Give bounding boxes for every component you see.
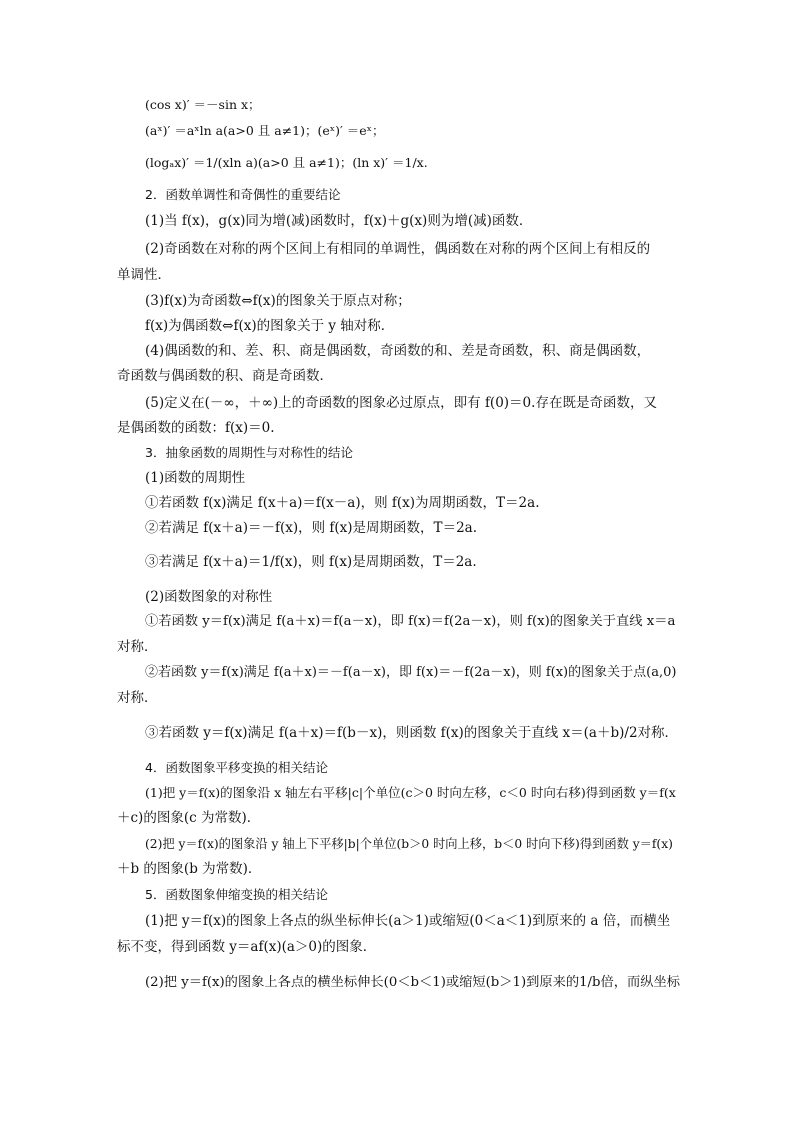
paragraph-line: (3)f(x)为奇函数⇔f(x)的图象关于原点对称；	[145, 293, 411, 309]
paragraph-line: ＋b 的图象(b 为常数)．	[117, 861, 262, 877]
paragraph-line: (5)定义在(－∞，＋∞)上的奇函数的图象必过原点，即有 f(0)＝0.存在既是奇函数，又	[145, 395, 657, 411]
formula-exp-derivative: (aˣ)′ ＝aˣln a(a>0 且 a≠1)；(eˣ)′ ＝eˣ；	[145, 123, 385, 138]
paragraph-line: f(x)为偶函数⇔f(x)的图象关于 y 轴对称．	[145, 318, 395, 334]
section-heading-3: 3．抽象函数的周期性与对称性的结论	[145, 445, 353, 460]
formula-cos-derivative: (cos x)′ ＝－sin x；	[145, 97, 261, 112]
subheading: (2)函数图象的对称性	[145, 589, 273, 605]
paragraph-line: (2)奇函数在对称的两个区间上有相同的单调性，偶函数在对称的两个区间上有相反的	[145, 241, 651, 257]
paragraph-line: 对称．	[117, 690, 158, 706]
paragraph-line: 标不变，得到函数 y＝af(x)(a＞0)的图象．	[117, 939, 377, 955]
paragraph-line: (2)把 y＝f(x)的图象沿 y 轴上下平移|b|个单位(b＞0 时向上移，b＜0 时向下移)得到函数 y＝f(x)	[145, 837, 673, 851]
paragraph-line: ③若函数 y＝f(x)满足 f(a＋x)＝f(b－x)，则函数 f(x)的图象关于直线 x＝(a＋b)/2对称．	[145, 725, 679, 741]
section-heading-5: 5．函数图象伸缩变换的相关结论	[145, 887, 328, 902]
formula-log-derivative: (logₐx)′ ＝1/(xln a)(a>0 且 a≠1)；(ln x)′ ＝1/x.	[145, 155, 428, 170]
paragraph-line: 单调性．	[117, 267, 171, 283]
paragraph-line: (2)把 y＝f(x)的图象上各点的横坐标伸长(0＜b＜1)或缩短(b＞1)到原来的1/b倍，而纵坐标	[145, 975, 680, 990]
paragraph-line: (4)偶函数的和、差、积、商是偶函数，奇函数的和、差是奇函数，积、商是偶函数，	[145, 343, 651, 359]
paragraph-line: (1)把 y＝f(x)的图象上各点的纵坐标伸长(a＞1)或缩短(0＜a＜1)到原来的 a 倍，而横坐	[145, 913, 671, 929]
paragraph-line: ①若函数 y＝f(x)满足 f(a＋x)＝f(a－x)，即 f(x)＝f(2a－x)，则 f(x)的图象关于直线 x＝a	[145, 614, 676, 629]
subheading: (1)函数的周期性	[145, 470, 246, 486]
paragraph-line: 是偶函数的函数：f(x)＝0.	[117, 420, 275, 436]
paragraph-line: ②若满足 f(x＋a)＝－f(x)，则 f(x)是周期函数，T＝2a.	[145, 520, 477, 536]
paragraph-line: ②若函数 y＝f(x)满足 f(a＋x)＝－f(a－x)，即 f(x)＝－f(2a－x)，则 f(x)的图象关于点(a,0)	[145, 665, 677, 680]
paragraph-line: ③若满足 f(x＋a)＝1/f(x)，则 f(x)是周期函数，T＝2a.	[145, 554, 477, 570]
paragraph-line: ①若函数 f(x)满足 f(x＋a)＝f(x－a)，则 f(x)为周期函数，T＝2a.	[145, 495, 540, 511]
section-heading-2: 2．函数单调性和奇偶性的重要结论	[145, 187, 341, 202]
paragraph-line: (1)把 y＝f(x)的图象沿 x 轴左右平移|c|个单位(c＞0 时向左移，c＜0 时向右移)得到函数 y＝f(x	[145, 785, 676, 800]
paragraph-line: (1)当 f(x)，g(x)同为增(减)函数时，f(x)＋g(x)则为增(减)函数．	[145, 213, 533, 229]
section-heading-4: 4．函数图象平移变换的相关结论	[145, 760, 328, 775]
paragraph-line: 对称．	[117, 639, 158, 655]
paragraph-line: ＋c)的图象(c 为常数)．	[117, 810, 261, 826]
paragraph-line: 奇函数与偶函数的积、商是奇函数．	[117, 368, 333, 384]
